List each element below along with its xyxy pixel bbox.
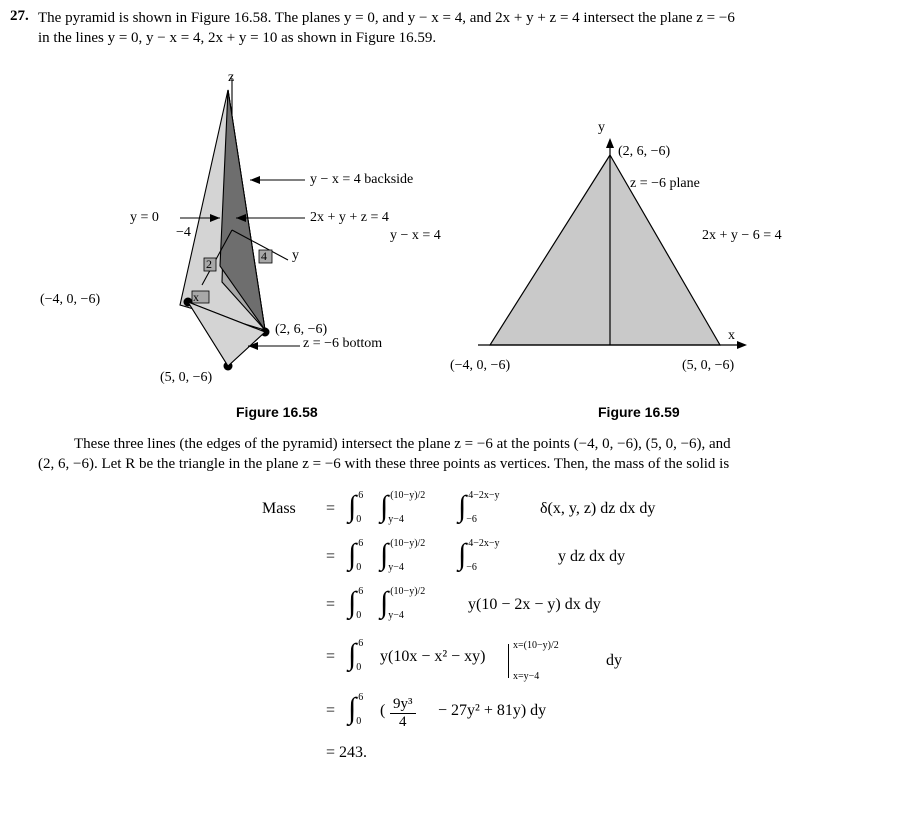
mass-label: Mass bbox=[262, 500, 296, 517]
figure-16-59 bbox=[390, 120, 890, 390]
limit-lower-1-1: 0 bbox=[356, 514, 362, 525]
limit-upper-5-1: 6 bbox=[358, 692, 364, 703]
limit-lower-2-2: y−4 bbox=[388, 562, 404, 573]
fig2-vertex-right-label: (5, 0, −6) bbox=[682, 358, 735, 373]
limit-lower-2-3: −6 bbox=[466, 562, 477, 573]
vertex-mid-label: (2, 6, −6) bbox=[275, 322, 328, 337]
vertex-right-label: (5, 0, −6) bbox=[160, 370, 213, 385]
label-plane-sum: 2x + y + z = 4 bbox=[310, 210, 389, 225]
limit-lower-4-1: 0 bbox=[356, 662, 362, 673]
limit-upper-2-2: (10−y)/2 bbox=[390, 538, 426, 549]
equals-4: = bbox=[326, 648, 336, 665]
fig2-axis-x: x bbox=[728, 328, 735, 343]
figure-16-58-caption: Figure 16.58 bbox=[236, 404, 318, 420]
limit-upper-4-1: 6 bbox=[358, 638, 364, 649]
integrand-4-tail: dy bbox=[606, 652, 622, 669]
limit-upper-3-1: 6 bbox=[358, 586, 364, 597]
eval-lower: x=y−4 bbox=[513, 671, 540, 682]
limit-lower-1-3: −6 bbox=[466, 514, 477, 525]
equals-3: = bbox=[326, 596, 336, 613]
integrand-5-post: − 27y² + 81y) dy bbox=[438, 702, 547, 719]
fig2-right-edge-label: 2x + y − 6 = 4 bbox=[702, 228, 782, 243]
limit-upper-1-3: 4−2x−y bbox=[468, 490, 500, 501]
body-line-1: These three lines (the edges of the pyramid) intersect the plane z = −6 at the points (−4, 0, −6), (5, 0, −6), and bbox=[74, 436, 731, 452]
integrand-1: δ(x, y, z) dz dx dy bbox=[540, 500, 656, 517]
math-row-2: = ∫ 6 0 ∫ (10−y)/2 y−4 ∫ 4−2x−y −6 y dz dx dy bbox=[326, 538, 626, 573]
limit-upper-2-1: 6 bbox=[358, 538, 364, 549]
fraction-9y3-over-4 bbox=[390, 696, 416, 730]
problem-number: 27. bbox=[10, 8, 29, 24]
math-row-3: = ∫ 6 0 ∫ (10−y)/2 y−4 y(10 − 2x − y) dx dy bbox=[326, 586, 601, 621]
limit-lower-3-2: y−4 bbox=[388, 610, 404, 621]
integrand-4: y(10x − x² − xy) bbox=[380, 648, 486, 665]
math-derivation bbox=[262, 492, 902, 772]
limit-upper-1-2: (10−y)/2 bbox=[390, 490, 426, 501]
math-row-5: = ∫ 6 0 ( $\frac{\text{9y³}}{4}$ − 27y² + 81y) dy bbox=[326, 692, 547, 730]
integrand-5-pre: ( bbox=[380, 702, 386, 719]
axis-label-x: x bbox=[193, 290, 199, 304]
limit-lower-3-1: 0 bbox=[356, 610, 362, 621]
math-row-4: = ∫ 6 0 y(10x − x² − xy) x=(10−y)/2 x=y−4 dy bbox=[326, 638, 622, 682]
equals-5: = bbox=[326, 702, 336, 719]
fraction-denominator: 4 bbox=[399, 713, 407, 730]
tick-minus-4: −4 bbox=[176, 225, 191, 240]
fig2-left-edge-label: y − x = 4 bbox=[390, 228, 441, 243]
math-row-final bbox=[262, 742, 902, 772]
fig2-axis-y: y bbox=[598, 120, 605, 135]
limit-upper-3-2: (10−y)/2 bbox=[390, 586, 426, 597]
axis-label-z: z bbox=[228, 70, 235, 85]
fig2-apex-label: (2, 6, −6) bbox=[618, 144, 671, 159]
figure-16-59-graphic bbox=[470, 120, 890, 390]
fraction-numerator: 9y³ bbox=[390, 696, 416, 714]
figure-16-59-caption: Figure 16.59 bbox=[598, 404, 680, 420]
limit-lower-2-1: 0 bbox=[356, 562, 362, 573]
limit-upper-1-1: 6 bbox=[358, 490, 364, 501]
limit-lower-5-1: 0 bbox=[356, 716, 362, 727]
body-line-2: (2, 6, −6). Let R be the triangle in the plane z = −6 with these three points as vertices. Then, the mass of the solid is bbox=[38, 456, 730, 473]
label-plane-y0: y = 0 bbox=[130, 210, 159, 225]
final-result: = 243. bbox=[326, 744, 368, 761]
math-row-1: Mass = ∫ 6 0 ∫ (10−y)/2 y−4 ∫ 4−2x−y −6 δ(x, y, z) dz dx dy bbox=[262, 490, 656, 525]
vertex-left-label: (−4, 0, −6) bbox=[40, 292, 101, 307]
problem-line-1: The pyramid is shown in Figure 16.58. The planes y = 0, and y − x = 4, and 2x + y + z = 4 intersect the plane z = −6 bbox=[38, 10, 735, 26]
fig2-vertex-left-label: (−4, 0, −6) bbox=[450, 358, 511, 373]
axis-label-y: y bbox=[292, 248, 299, 263]
evaluation-bar bbox=[508, 640, 559, 682]
eval-upper: x=(10−y)/2 bbox=[513, 640, 559, 651]
equals-1: = bbox=[326, 500, 336, 517]
problem-statement bbox=[38, 8, 914, 49]
fig2-plane-label: z = −6 plane bbox=[630, 176, 700, 191]
tick-2: 2 bbox=[206, 257, 212, 271]
label-bottom: z = −6 bottom bbox=[303, 336, 383, 351]
label-backside: y − x = 4 backside bbox=[310, 172, 414, 187]
tick-4: 4 bbox=[261, 249, 267, 263]
limit-lower-1-2: y−4 bbox=[388, 514, 404, 525]
limit-upper-2-3: 4−2x−y bbox=[468, 538, 500, 549]
integrand-3: y(10 − 2x − y) dx dy bbox=[468, 596, 601, 613]
equals-2: = bbox=[326, 548, 336, 565]
problem-line-2: in the lines y = 0, y − x = 4, 2x + y = 10 as shown in Figure 16.59. bbox=[38, 30, 437, 47]
integrand-2: y dz dx dy bbox=[558, 548, 626, 565]
body-paragraph bbox=[38, 434, 914, 475]
